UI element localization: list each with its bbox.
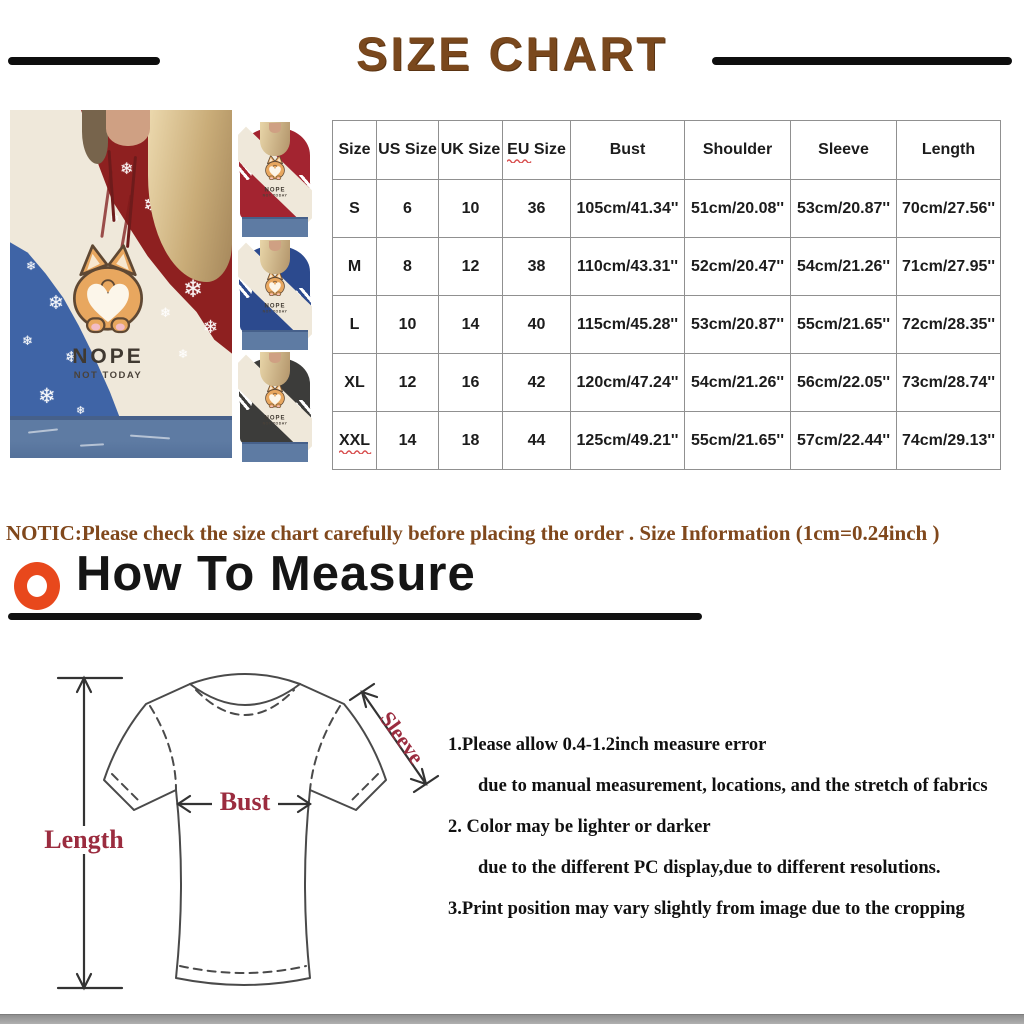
table-cell: L: [333, 296, 377, 354]
header-eu-size: [503, 121, 571, 180]
table-cell: 54cm/21.26'': [685, 354, 791, 412]
table-cell: 73cm/28.74'': [897, 354, 1001, 412]
snowflake-icon: [178, 348, 188, 360]
table-cell: 110cm/43.31'': [571, 238, 685, 296]
model-hair: [82, 110, 108, 164]
table-cell: S: [333, 180, 377, 238]
table-cell: 10: [377, 296, 439, 354]
header-length: Length: [897, 121, 1001, 180]
table-cell: 115cm/45.28'': [571, 296, 685, 354]
table-cell: 8: [377, 238, 439, 296]
bottom-gray-bar: [0, 1014, 1024, 1024]
table-cell: 44: [503, 412, 571, 470]
header-uk-size: UK Size: [439, 121, 503, 180]
table-cell: 40: [503, 296, 571, 354]
table-cell: 57cm/22.44'': [791, 412, 897, 470]
model-face: [269, 123, 281, 133]
denim-jeans: [242, 330, 308, 350]
main-product-photo: [10, 110, 232, 458]
print-text-nope: NOPE: [264, 415, 286, 422]
how-to-measure-heading: How To Measure: [76, 547, 476, 601]
print-text-not-today: NOT TODAY: [262, 193, 288, 198]
snowflake-icon: [203, 318, 218, 336]
table-cell: 6: [377, 180, 439, 238]
table-cell: 55cm/21.65'': [685, 412, 791, 470]
table-cell: 38: [503, 238, 571, 296]
spellcheck-squiggle: [507, 158, 533, 163]
note-line: 2. Color may be lighter or darker: [448, 817, 711, 837]
table-cell: 52cm/20.47'': [685, 238, 791, 296]
table-cell: 105cm/41.34'': [571, 180, 685, 238]
table-cell: 53cm/20.87'': [791, 180, 897, 238]
model-face: [269, 353, 281, 363]
snowflake-icon: [160, 306, 171, 319]
size-row-xl: [333, 354, 1001, 412]
note-line: 1.Please allow 0.4-1.2inch measure error: [448, 735, 767, 755]
table-cell: M: [333, 238, 377, 296]
variant-thumbnail-black: [238, 352, 312, 462]
table-cell: 53cm/20.87'': [685, 296, 791, 354]
table-cell: 14: [439, 296, 503, 354]
corgi-butt-icon: [62, 242, 154, 342]
table-cell: 72cm/28.35'': [897, 296, 1001, 354]
sleeve-label: Sleeve: [374, 706, 430, 769]
table-cell: 55cm/21.65'': [791, 296, 897, 354]
snowflake-icon: [26, 260, 36, 272]
size-row-m: [333, 238, 1001, 296]
note-line: 3.Print position may vary slightly from image due to the cropping: [448, 899, 965, 919]
size-row-xxl: [333, 412, 1001, 470]
table-cell: 74cm/29.13'': [897, 412, 1001, 470]
table-cell: 70cm/27.56'': [897, 180, 1001, 238]
print-text-not-today: NOT TODAY: [262, 309, 288, 314]
table-cell: 71cm/27.95'': [897, 238, 1001, 296]
corgi-print-graphic: [262, 155, 288, 198]
variant-thumbnail-blue: [238, 240, 312, 350]
table-cell: 14: [377, 412, 439, 470]
corgi-butt-icon: [262, 382, 288, 410]
table-cell: 42: [503, 354, 571, 412]
table-header-row: [333, 121, 1001, 180]
length-label: Length: [44, 825, 124, 854]
table-cell: 10: [439, 180, 503, 238]
ring-bullet-icon: [14, 562, 60, 610]
snowflake-icon: [183, 278, 203, 302]
size-chart-table: [332, 120, 1001, 470]
header-bust: Bust: [571, 121, 685, 180]
print-text-nope: NOPE: [264, 187, 286, 194]
print-text-nope: NOPE: [264, 303, 286, 310]
tshirt-measure-diagram: [18, 648, 448, 1020]
print-text-not-today: NOT TODAY: [262, 421, 288, 426]
spellcheck-squiggle: [339, 449, 373, 454]
table-cell: 51cm/20.08'': [685, 180, 791, 238]
measure-notes: [448, 732, 1024, 937]
snowflake-icon: [22, 334, 33, 347]
corgi-print-graphic: [262, 382, 288, 425]
denim-jeans: [242, 217, 308, 237]
note-line: due to manual measurement, locations, and the stretch of fabrics: [478, 776, 988, 796]
table-cell: 18: [439, 412, 503, 470]
size-row-l: [333, 296, 1001, 354]
model-face: [106, 110, 150, 146]
bust-label: Bust: [219, 787, 271, 816]
table-cell: 125cm/49.21'': [571, 412, 685, 470]
denim-jeans: [242, 442, 308, 462]
heading-underline: [8, 613, 702, 620]
table-cell: XL: [333, 354, 377, 412]
title-rule-right: [712, 57, 1012, 65]
size-row-s: [333, 180, 1001, 238]
table-cell: 36: [503, 180, 571, 238]
table-cell: 56cm/22.05'': [791, 354, 897, 412]
notice-text: NOTIC:Please check the size chart carefully before placing the order . Size Information (1cm=0.24inch ): [6, 521, 940, 545]
header-us-size: US Size: [377, 121, 439, 180]
title-rule-left: [8, 57, 160, 65]
snowflake-icon: [38, 386, 56, 407]
corgi-print-graphic: [262, 270, 288, 313]
print-text-not-today: NOT TODAY: [73, 370, 143, 381]
table-cell: 54cm/21.26'': [791, 238, 897, 296]
header-eu-size-label: EU Size: [507, 141, 566, 158]
model-face: [269, 241, 281, 251]
header-shoulder: Shoulder: [685, 121, 791, 180]
corgi-butt-icon: [262, 270, 288, 298]
variant-thumbnail-red: [238, 122, 312, 237]
header-sleeve: Sleeve: [791, 121, 897, 180]
table-cell: 120cm/47.24'': [571, 354, 685, 412]
denim-shorts: [10, 416, 232, 458]
header-size: Size: [333, 121, 377, 180]
table-cell: [333, 412, 377, 470]
table-cell: 12: [439, 238, 503, 296]
note-line: due to the different PC display,due to different resolutions.: [478, 858, 941, 878]
size-label-xxl: XXL: [338, 431, 371, 449]
corgi-butt-icon: [262, 155, 288, 183]
table-cell: 12: [377, 354, 439, 412]
corgi-print-graphic: [60, 242, 156, 381]
table-cell: 16: [439, 354, 503, 412]
print-text-nope: NOPE: [72, 345, 144, 368]
page-title: SIZE CHART: [356, 27, 668, 80]
